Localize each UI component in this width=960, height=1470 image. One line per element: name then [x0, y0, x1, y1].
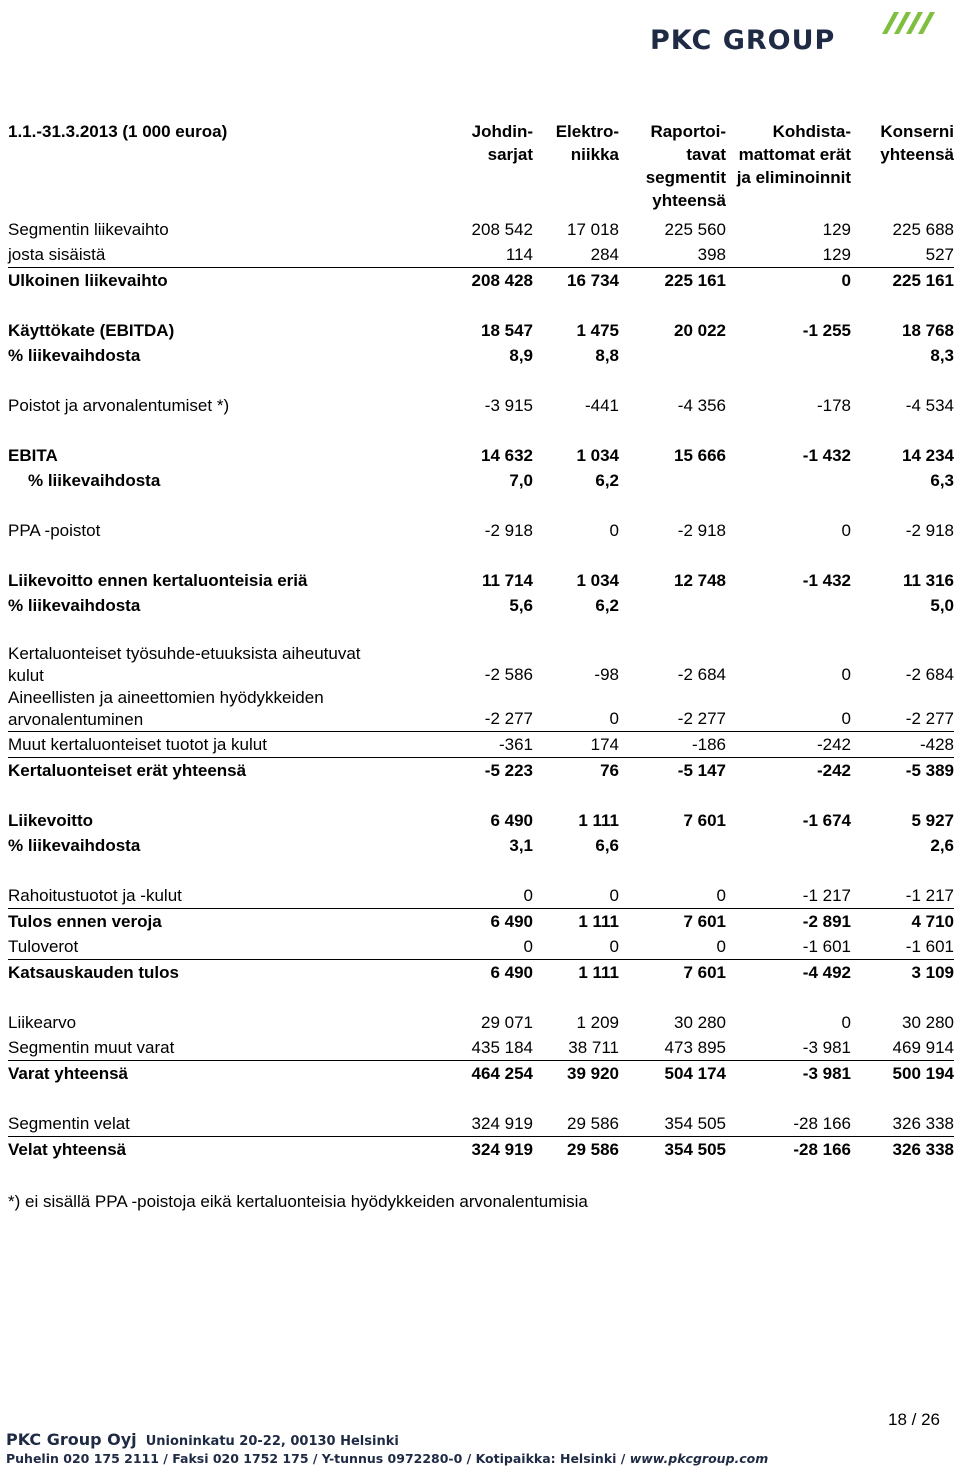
row-value: 17 018 — [567, 220, 619, 239]
row-value: 1 209 — [576, 1013, 619, 1032]
row-value: -361 — [445, 732, 533, 758]
row-label: Ulkoinen liikevaihto — [8, 271, 168, 290]
table-row-segmentin-velat — [8, 1111, 954, 1137]
row-value: -178 — [816, 396, 851, 415]
row-value: 0 — [533, 687, 619, 732]
table-row-aineellisten — [8, 687, 954, 732]
row-value: 129 — [726, 242, 851, 268]
row-value: 3 109 — [911, 963, 954, 982]
row-label: Aineellisten ja aineettomien hyödykkeiden arvonalentuminen — [8, 687, 445, 732]
row-value: 225 161 — [892, 271, 954, 290]
row-value: 174 — [533, 732, 619, 758]
row-value: 16 734 — [567, 271, 619, 290]
row-value: 6,2 — [595, 596, 619, 615]
row-value: 29 071 — [481, 1013, 533, 1032]
row-label: Kertaluonteiset erät yhteensä — [8, 761, 247, 780]
row-value — [619, 468, 726, 493]
row-value: -2 277 — [619, 687, 726, 732]
table-row-varat-yht — [8, 1061, 954, 1087]
row-value: -98 — [594, 665, 619, 684]
row-value: 2,6 — [930, 836, 954, 855]
row-value: -1 432 — [802, 446, 851, 465]
row-value: -1 255 — [802, 321, 851, 340]
row-value: -2 684 — [905, 665, 954, 684]
row-value: 6,6 — [595, 836, 619, 855]
table-row-velat-yht — [8, 1137, 954, 1163]
row-value: 11 316 — [902, 571, 954, 590]
column-header: Kohdista- mattomat erät ja eliminoinnit — [736, 122, 851, 187]
row-value: 324 919 — [471, 1140, 533, 1159]
row-value: 14 234 — [902, 446, 954, 465]
row-label: Poistot ja arvonalentumiset *) — [8, 396, 230, 415]
row-label: Segmentin liikevaihto — [8, 220, 169, 239]
row-label: Segmentin velat — [8, 1111, 445, 1137]
table-row-josta-sisaista — [8, 242, 954, 268]
row-value: -1 217 — [726, 883, 851, 909]
spacer-row — [8, 618, 954, 643]
row-value: 1 111 — [578, 963, 619, 982]
logo-text: PKC GROUP — [650, 25, 836, 56]
row-value: 504 174 — [664, 1064, 726, 1083]
table-row-liikevoitto-ennen — [8, 568, 954, 593]
row-value: 208 542 — [471, 220, 533, 239]
table-row-rahoitus — [8, 883, 954, 909]
table-row-ebita-pct — [8, 468, 954, 493]
footer-contact: Puhelin 020 175 2111 / Faksi 020 1752 175 / Y-tunnus 0972280-0 / Kotipaikka: Helsinki / — [6, 1451, 626, 1466]
pkc-group-logo — [648, 8, 938, 58]
row-value: -5 389 — [905, 761, 954, 780]
row-value: -2 918 — [677, 521, 726, 540]
row-value: 0 — [533, 883, 619, 909]
row-value: 398 — [619, 242, 726, 268]
row-value: 39 920 — [567, 1064, 619, 1083]
row-value: -441 — [584, 396, 619, 415]
row-value — [726, 468, 851, 493]
row-value: 1 034 — [576, 446, 619, 465]
row-value: -4 534 — [905, 396, 954, 415]
table-row-ulkoinen-liikevaihto — [8, 268, 954, 294]
row-label: PPA -poistot — [8, 521, 101, 540]
row-value: -2 891 — [802, 912, 851, 931]
row-value: -3 981 — [726, 1035, 851, 1061]
row-label: Käyttökate (EBITDA) — [8, 321, 175, 340]
row-label: Muut kertaluonteiset tuotot ja kulut — [8, 732, 445, 758]
row-value: 6,2 — [595, 471, 619, 490]
row-value: 7 601 — [683, 963, 726, 982]
logo-mark-icon — [874, 8, 938, 38]
row-value: 5 927 — [911, 811, 954, 830]
row-value: -1 601 — [726, 934, 851, 960]
row-value: 225 688 — [892, 220, 954, 239]
row-value: -28 166 — [726, 1111, 851, 1137]
row-value: 225 560 — [664, 220, 726, 239]
row-value: -4 356 — [677, 396, 726, 415]
row-value: 29 586 — [533, 1111, 619, 1137]
row-label: Liikevoitto ennen kertaluonteisia eriä — [8, 571, 308, 590]
table-row-muut-kert — [8, 732, 954, 758]
row-value: 6,3 — [930, 471, 954, 490]
column-header: Johdin- sarjat — [471, 122, 533, 164]
table-header-row — [8, 120, 954, 217]
table-row-kert-tyosuhde — [8, 643, 954, 687]
row-value: 11 714 — [481, 571, 533, 590]
row-value: 15 666 — [674, 446, 726, 465]
row-value: 20 022 — [674, 321, 726, 340]
row-value: 284 — [533, 242, 619, 268]
table-row-muut-varat — [8, 1035, 954, 1061]
row-value: 435 184 — [445, 1035, 533, 1061]
row-label: % liikevaihdosta — [8, 346, 141, 365]
column-header: Konserni yhteensä — [880, 122, 954, 164]
row-value: 0 — [445, 883, 533, 909]
row-value: 3,1 — [509, 836, 533, 855]
row-value: 30 280 — [674, 1013, 726, 1032]
row-value: -2 277 — [851, 687, 954, 732]
row-value — [726, 833, 851, 858]
row-value: 225 161 — [664, 271, 726, 290]
row-value: 8,3 — [930, 346, 954, 365]
row-value: -242 — [726, 732, 851, 758]
row-value: 354 505 — [664, 1140, 726, 1159]
row-value: 12 748 — [674, 571, 726, 590]
row-label: Katsauskauden tulos — [8, 963, 179, 982]
row-label: % liikevaihdosta — [8, 836, 141, 855]
row-value: 5,6 — [509, 596, 533, 615]
row-value: 0 — [619, 883, 726, 909]
row-value: -428 — [851, 732, 954, 758]
table-row-kayttokate — [8, 318, 954, 343]
spacer-row — [8, 783, 954, 808]
row-value: 1 111 — [578, 811, 619, 830]
table-row-kayttokate-pct — [8, 343, 954, 368]
row-value: -1 674 — [802, 811, 851, 830]
table-body — [8, 217, 954, 1162]
period-header: 1.1.-31.3.2013 (1 000 euroa) — [8, 122, 228, 141]
table-row-tuloverot — [8, 934, 954, 960]
spacer-row — [8, 1086, 954, 1111]
row-value — [726, 343, 851, 368]
table-row-liikevoitto-pct — [8, 833, 954, 858]
row-value: 473 895 — [619, 1035, 726, 1061]
column-header: Raportoi- tavat segmentit yhteensä — [645, 122, 726, 210]
row-value: -5 223 — [484, 761, 533, 780]
table-row-liikearvo — [8, 1010, 954, 1035]
row-value: -4 492 — [802, 963, 851, 982]
row-label: Liikearvo — [8, 1013, 77, 1032]
row-label: Rahoitustuotot ja -kulut — [8, 883, 445, 909]
row-value: 29 586 — [567, 1140, 619, 1159]
row-value: 0 — [609, 521, 619, 540]
row-value: 324 919 — [445, 1111, 533, 1137]
footnote: *) ei sisällä PPA -poistoja eikä kertaluonteisia hyödykkeiden arvonalentumisia — [8, 1192, 588, 1211]
spacer-row — [8, 493, 954, 518]
row-value: -3 981 — [802, 1064, 851, 1083]
row-label: Kertaluonteiset työsuhde-etuuksista aiheutuvat kulut — [8, 644, 361, 685]
row-value: 0 — [445, 934, 533, 960]
row-value: 6 490 — [490, 912, 533, 931]
row-value: -2 277 — [445, 687, 533, 732]
spacer-row — [8, 368, 954, 393]
row-value: 114 — [445, 242, 533, 268]
row-label: Tuloverot — [8, 934, 445, 960]
row-value: -186 — [619, 732, 726, 758]
row-label: Tulos ennen veroja — [8, 912, 162, 931]
row-label: Velat yhteensä — [8, 1140, 127, 1159]
table-row-ppa — [8, 518, 954, 543]
row-value: 7 601 — [683, 811, 726, 830]
row-value: 0 — [533, 934, 619, 960]
row-value: 7,0 — [509, 471, 533, 490]
row-value — [619, 593, 726, 618]
row-value: 8,8 — [595, 346, 619, 365]
row-value: 469 914 — [851, 1035, 954, 1061]
row-label: josta sisäistä — [8, 242, 445, 268]
row-value: 5,0 — [930, 596, 954, 615]
row-value: -1 601 — [851, 934, 954, 960]
row-value: 464 254 — [471, 1064, 533, 1083]
table-row-tulos-ennen-veroja — [8, 909, 954, 935]
row-value: 326 338 — [892, 1140, 954, 1159]
segment-table — [8, 120, 954, 1162]
row-value: 18 547 — [481, 321, 533, 340]
row-value: -2 684 — [677, 665, 726, 684]
row-value — [726, 593, 851, 618]
spacer-row — [8, 418, 954, 443]
table-row-liikevoitto — [8, 808, 954, 833]
row-value: 38 711 — [533, 1035, 619, 1061]
row-value: 6 490 — [490, 811, 533, 830]
row-value: -1 432 — [802, 571, 851, 590]
table-row-segmentin-liikevaihto — [8, 217, 954, 242]
row-value: 527 — [851, 242, 954, 268]
column-header: Elektro- niikka — [555, 122, 619, 164]
row-value: -2 918 — [484, 521, 533, 540]
footer-web-link[interactable]: www.pkcgroup.com — [629, 1451, 769, 1466]
spacer-row — [8, 858, 954, 883]
row-value: 354 505 — [619, 1111, 726, 1137]
row-value: 129 — [822, 220, 851, 239]
table-row-katsauskauden-tulos — [8, 960, 954, 986]
row-value: 30 280 — [902, 1013, 954, 1032]
spacer-row — [8, 293, 954, 318]
table-row-ebita — [8, 443, 954, 468]
spacer-row — [8, 543, 954, 568]
row-label: Segmentin muut varat — [8, 1035, 445, 1061]
row-value: 0 — [841, 1013, 851, 1032]
row-value: 76 — [600, 761, 619, 780]
row-value: 1 034 — [576, 571, 619, 590]
row-value: 208 428 — [471, 271, 533, 290]
row-value: 4 710 — [911, 912, 954, 931]
row-value: -28 166 — [793, 1140, 851, 1159]
row-value: -242 — [816, 761, 851, 780]
row-label: Liikevoitto — [8, 811, 94, 830]
row-value: -1 217 — [851, 883, 954, 909]
row-label: Varat yhteensä — [8, 1064, 129, 1083]
row-value: -2 586 — [484, 665, 533, 684]
row-value — [619, 833, 726, 858]
table-row-liikevoitto-ennen-pct — [8, 593, 954, 618]
row-value — [619, 343, 726, 368]
row-value: 6 490 — [490, 963, 533, 982]
row-value: 0 — [726, 687, 851, 732]
row-value: 7 601 — [683, 912, 726, 931]
row-value: 18 768 — [902, 321, 954, 340]
row-value: 0 — [841, 665, 851, 684]
row-value: -5 147 — [677, 761, 726, 780]
row-value: -3 915 — [484, 396, 533, 415]
row-label: EBITA — [8, 446, 58, 465]
footer-address: Unioninkatu 20-22, 00130 Helsinki — [145, 1434, 399, 1449]
row-value: -2 918 — [905, 521, 954, 540]
footer-company: PKC Group Oyj — [6, 1430, 137, 1449]
row-value: 0 — [619, 934, 726, 960]
row-value: 1 111 — [578, 912, 619, 931]
row-label: % liikevaihdosta — [8, 596, 141, 615]
row-label: % liikevaihdosta — [28, 471, 161, 490]
page-number: 18 / 26 — [888, 1410, 940, 1429]
table-row-poistot — [8, 393, 954, 418]
spacer-row — [8, 985, 954, 1010]
row-value: 0 — [841, 521, 851, 540]
table-row-kert-yht — [8, 758, 954, 784]
row-value: 500 194 — [892, 1064, 954, 1083]
row-value: 14 632 — [481, 446, 533, 465]
row-value: 8,9 — [509, 346, 533, 365]
row-value: 326 338 — [851, 1111, 954, 1137]
row-value: 1 475 — [576, 321, 619, 340]
row-value: 0 — [841, 271, 851, 290]
